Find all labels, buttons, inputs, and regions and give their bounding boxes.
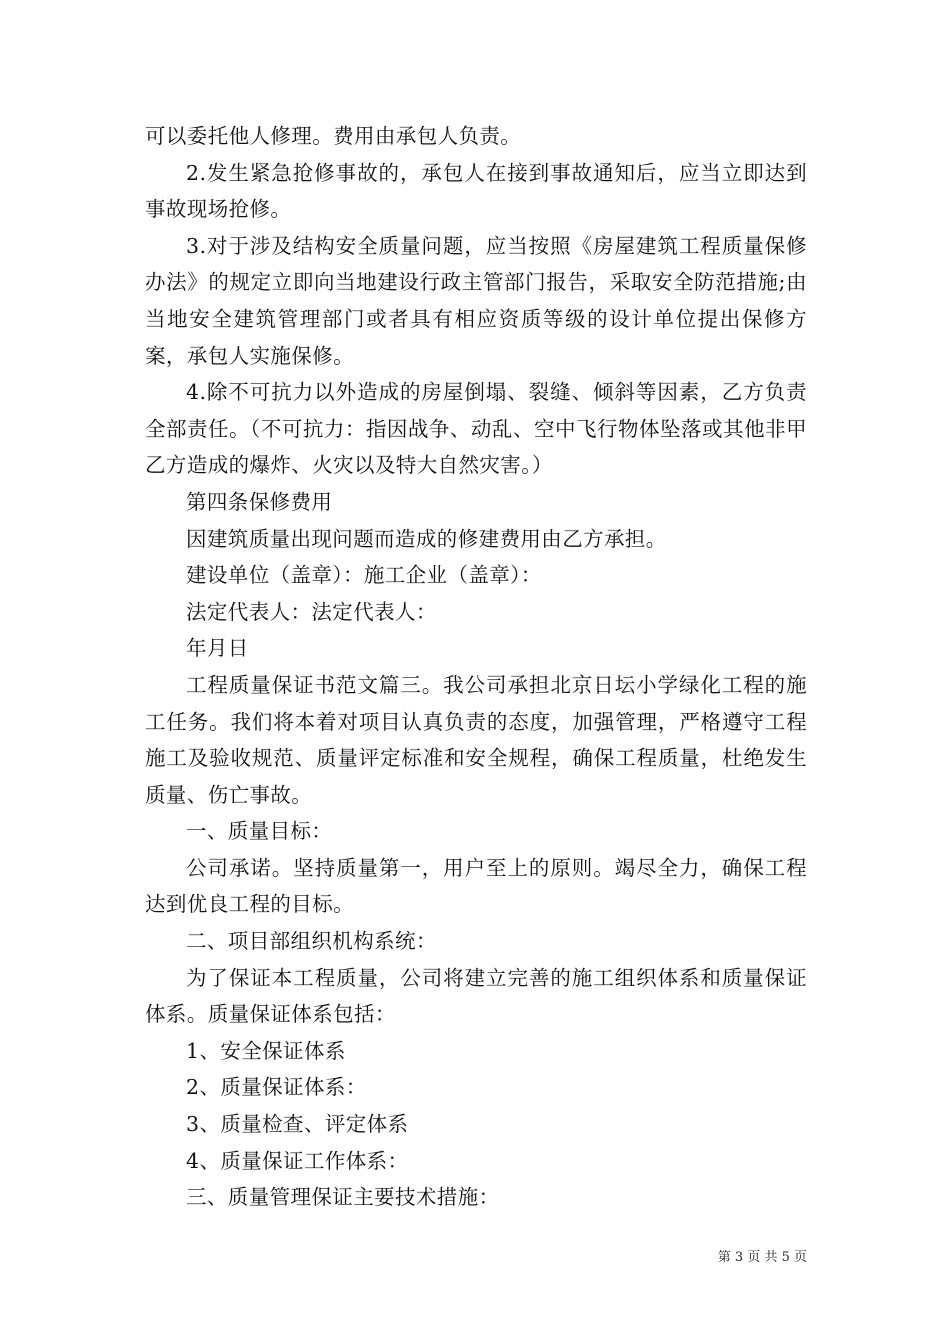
list-item: 1、安全保证体系 [186,1038,346,1063]
document-body [145,118,807,1216]
paragraph: 工程质量保证书范文篇三。我公司承担北京日坛小学绿化工程的施工任务。我们将本着对项目认真负责的态度，加强管理，严格遵守工程施工及验收规范、质量评定标准和安全规程，确保工程质量，杜绝发生质量、伤亡事故。 [145,672,807,807]
section-heading: 二、项目部组织机构系统： [186,929,437,954]
list-item: 2、质量保证体系： [186,1075,367,1100]
paragraph: 4.除不可抗力以外造成的房屋倒塌、裂缝、倾斜等因素，乙方负责全部责任。（不可抗力：指因战争、动乱、空中飞行物体坠落或其他非甲乙方造成的爆炸、火灾以及特大自然灾害。） [145,380,807,478]
page-number-footer: 第 3 页 共 5 页 [717,1250,807,1265]
paragraph: 为了保证本工程质量，公司将建立完善的施工组织体系和质量保证体系。质量保证体系包括： [145,965,807,1027]
list-item: 4、质量保证工作体系： [186,1148,409,1173]
paragraph: 因建筑质量出现问题而造成的修建费用由乙方承担。 [186,526,667,551]
list-item: 3、质量检查、评定体系 [186,1112,409,1137]
date-line: 年月日 [186,636,249,661]
signature-line: 建设单位（盖章）：施工企业（盖章）： [186,563,542,588]
paragraph: 3.对于涉及结构安全质量问题，应当按照《房屋建筑工程质量保修办法》的规定立即向当地建设行政主管部门报告，采取安全防范措施;由当地安全建筑管理部门或者具有相应资质等级的设计单位提出保修方案，承包人实施保修。 [145,233,807,368]
paragraph: 2.发生紧急抢修事故的，承包人在接到事故通知后，应当立即达到事故现场抢修。 [145,160,807,222]
section-heading: 一、质量目标： [186,819,333,844]
section-heading: 第四条保修费用 [186,489,333,514]
paragraph: 公司承诺。坚持质量第一，用户至上的原则。竭尽全力，确保工程达到优良工程的目标。 [145,855,807,917]
paragraph: 可以委托他人修理。费用由承包人负责。 [145,124,522,148]
section-heading: 三、质量管理保证主要技术措施： [186,1185,500,1210]
signature-line: 法定代表人：法定代表人： [186,599,437,624]
